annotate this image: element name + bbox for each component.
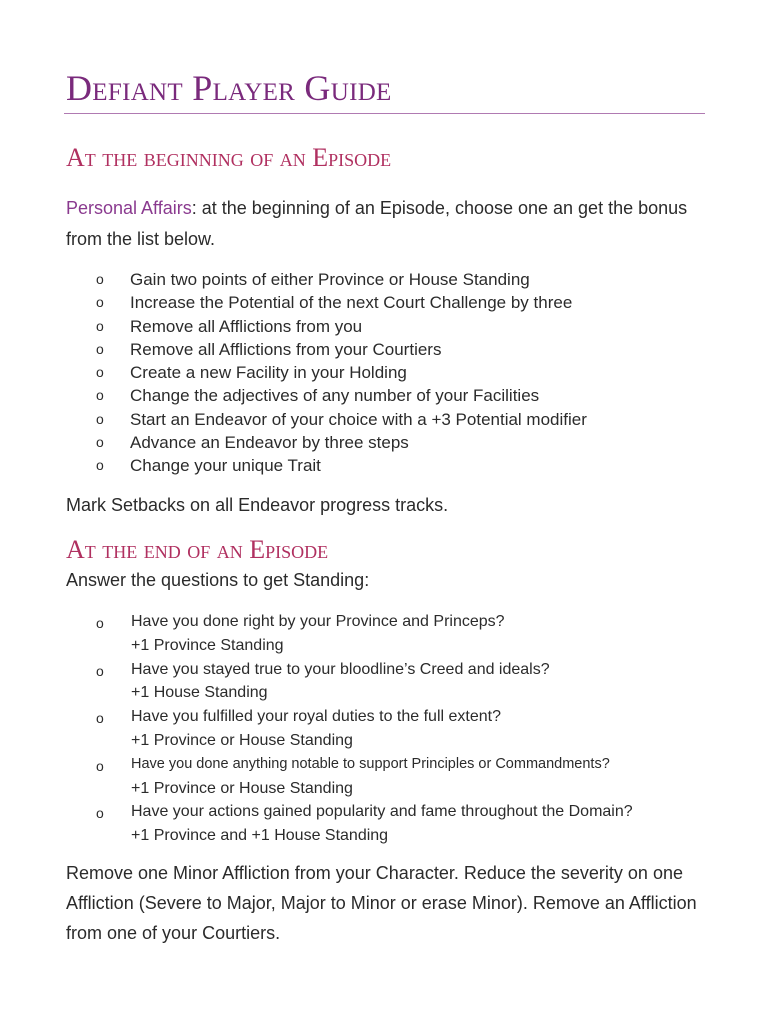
personal-affairs-text: : at the beginning of an Episode, choose one an get the bonus from the list below. [66,198,688,249]
bullet-icon: o [96,757,104,774]
option-text: Start an Endeavor of your choice with a +3 Potential modifier [130,409,587,429]
bullet-icon: o [96,805,104,822]
question-text: Have you stayed true to your bloodline’s Creed and ideals? [131,660,550,678]
list-item [66,361,706,384]
reward-text: +1 Province or House Standing [131,779,353,797]
bullet-icon: o [96,662,104,679]
reward-text: +1 Province Standing [131,636,284,654]
list-item [66,268,706,291]
question-text: Have you done anything notable to support Principles or Commandments? [131,755,610,772]
list-item [66,454,706,477]
personal-affairs-paragraph [66,193,706,255]
title-divider [64,113,705,114]
bullet-icon: o [96,457,104,474]
list-item [66,315,706,338]
list-item [66,384,706,407]
list-item [66,658,706,706]
option-text: Advance an Endeavor by three steps [130,433,409,453]
bullet-icon: o [96,317,104,334]
list-item [66,800,706,848]
question-text: Have your actions gained popularity and fame throughout the Domain? [131,803,633,821]
question-text: Have you fulfilled your royal duties to the full extent? [131,708,501,726]
bullet-icon: o [96,340,104,357]
list-item [66,431,706,454]
reward-text: +1 House Standing [131,684,268,702]
list-item [66,408,706,431]
list-item [66,291,706,314]
page-title: Defiant Player Guide [66,68,392,108]
list-item [66,753,706,801]
question-text: Have you done right by your Province and Princeps? [131,613,505,630]
affliction-removal-paragraph: Remove one Minor Affliction from your Character. Reduce the severity on one Affliction (Severe to Major, Major to Minor or erase Minor). Remove an Affliction from one of your Courtiers. [66,863,697,943]
bullet-icon: o [96,271,104,287]
questions-intro: Answer the questions to get Standing: [66,570,370,590]
bullet-icon: o [96,364,104,381]
bullet-icon: o [96,710,104,727]
list-item [66,610,706,658]
bullet-icon: o [96,615,104,631]
bullet-icon: o [96,294,104,311]
option-text: Increase the Potential of the next Court Challenge by three [130,293,573,313]
reward-text: +1 Province or House Standing [131,731,353,749]
reward-text: +1 Province and +1 House Standing [131,827,389,845]
bullet-icon: o [96,434,104,451]
bullet-icon: o [96,387,104,404]
option-text: Remove all Afflictions from you [130,316,363,336]
option-text: Gain two points of either Province or House Standing [130,270,530,289]
personal-affairs-label: Personal Affairs [66,198,192,218]
list-item [66,338,706,361]
section-heading-end: At the end of an Episode [66,535,329,564]
list-item [66,705,706,753]
option-text: Remove all Afflictions from your Courtiers [130,339,442,359]
section-heading-beginning: At the beginning of an Episode [66,143,392,172]
setbacks-paragraph: Mark Setbacks on all Endeavor progress tracks. [66,495,449,515]
option-text: Change the adjectives of any number of your Facilities [130,386,540,406]
bullet-icon: o [96,410,104,427]
options-list [66,268,706,478]
questions-list [66,610,706,848]
option-text: Create a new Facility in your Holding [130,363,407,383]
option-text: Change your unique Trait [130,456,321,476]
